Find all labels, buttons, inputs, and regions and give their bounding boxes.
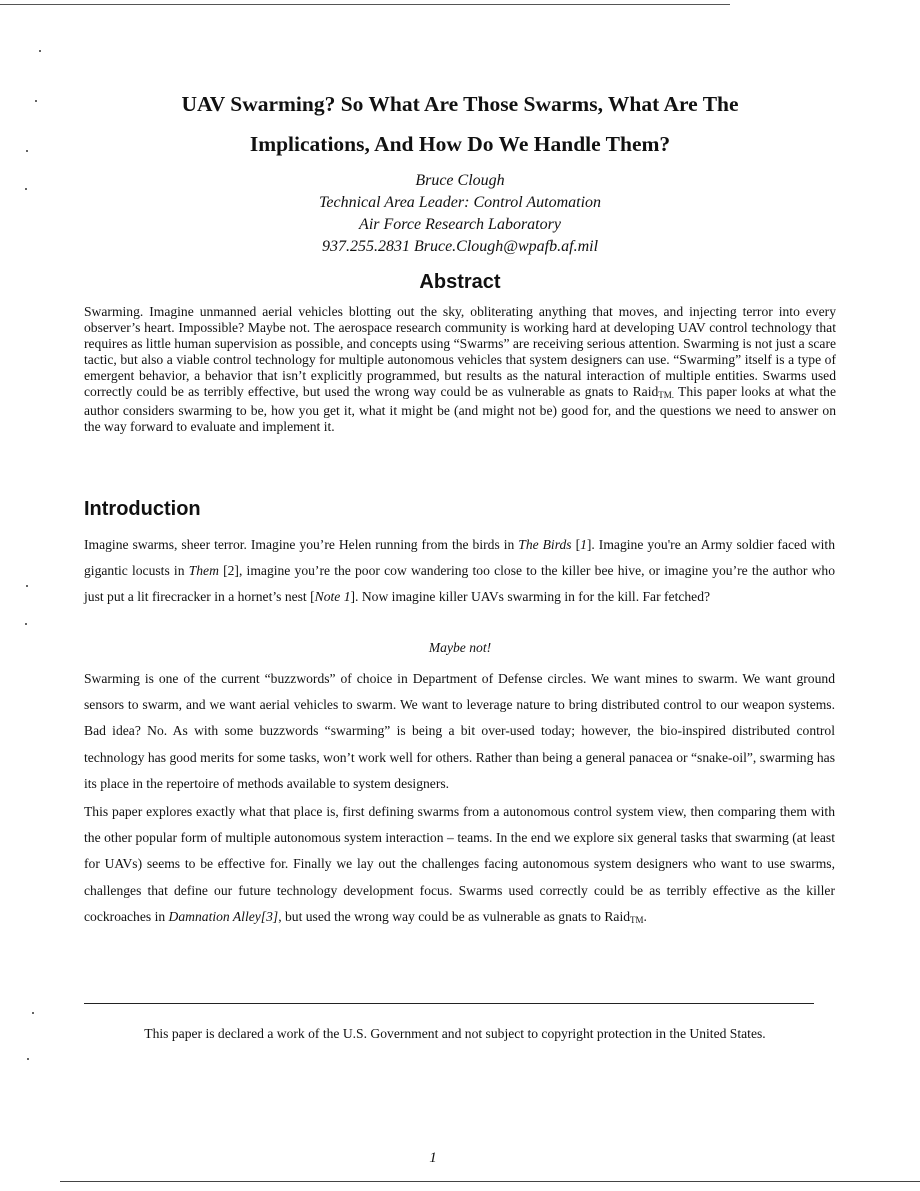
- text-run: [2], imagine you’re the poor cow wandering too close to the killer bee hive, or imagine you’re the author who just put a lit firecracker in a hornet’s nest [: [84, 563, 835, 605]
- text-run: .: [643, 908, 647, 924]
- footnote-divider: [84, 1003, 814, 1004]
- intro-paragraph-2: Swarming is one of the current “buzzwords” of choice in Department of Defense circles. We want mines to swarm. We want ground sensors to swarm, and we want aerial vehicles to swarm. We want to leverage nature to bring distributed control to our weapon systems. Bad idea? No. As with some buzzwords “swarming” is being a bit over-used today; however, the bio-inspired distributed control technology has good merits for some tasks, won’t work well for others. Rather than being a general panacea or “snake-oil”, swarming has its place in the repertoire of methods available to system designers.: [84, 671, 835, 791]
- note-1: Note 1: [314, 589, 351, 605]
- scan-speck: [25, 623, 27, 625]
- text-run: , but used the wrong way could be as vulnerable as gnats to Raid: [278, 908, 631, 924]
- trademark-subscript: TM.: [658, 389, 675, 400]
- author-contact: 937.255.2831 Bruce.Clough@wpafb.af.mil: [321, 238, 599, 255]
- author-name: Bruce Clough: [415, 172, 505, 189]
- scan-speck: [25, 188, 27, 190]
- maybe-not: Maybe not!: [428, 640, 492, 655]
- text-run: [: [571, 537, 581, 552]
- scan-speck: [39, 50, 41, 52]
- text-run: Imagine swarms, sheer terror. Imagine you’re Helen running from the birds in: [84, 537, 519, 552]
- scan-speck: [26, 150, 28, 152]
- text-run: ]. Imagine you're an Army soldier faced with gigantic locusts in: [84, 537, 835, 579]
- intro-paragraph-1: [84, 532, 835, 611]
- scan-speck: [26, 585, 28, 587]
- abstract-body-end: This paper looks at what the author considers swarming to be, how you get it, what it might be (and might not be) good for, and the questions we need to answer on the way forward to evaluate and implement it.: [84, 383, 836, 435]
- abstract-text: [84, 304, 836, 435]
- scan-speck: [27, 1058, 29, 1060]
- film-title-them: Them: [188, 563, 219, 579]
- page-number: 1: [429, 1150, 437, 1166]
- introduction-heading: Introduction: [84, 498, 201, 520]
- scan-speck: [35, 100, 37, 102]
- trademark-subscript: TM: [630, 914, 644, 925]
- abstract-body: Swarming. Imagine unmanned aerial vehicles blotting out the sky, obliterating anything that moves, and injecting terror into every observer’s heart. Impossible? Maybe not. The aerospace research community is working hard at developing UAV control technology that requires as little human supervision as possible, and concepts using “Swarms” are receiving serious attention. Swarming is not just a scare tactic, but also a viable control technology for multiple autonomous vehicles that system designers can use. “Swarming” itself is a type of emergent behavior, a behavior that isn’t explicitly programmed, but results as the natural interaction of multiple entities. Swarms used correctly could be as terribly effective, but used the wrong way could be as vulnerable as gnats to Raid: [84, 304, 837, 399]
- scan-edge-top: [0, 4, 730, 5]
- copyright-footnote: This paper is declared a work of the U.S. Government and not subject to copyright protection in the United States.: [144, 1026, 766, 1041]
- author-position: Technical Area Leader: Control Automation: [318, 194, 602, 211]
- film-title-damnation-alley: Damnation Alley: [168, 908, 261, 924]
- paper-title: [40, 84, 880, 164]
- reference-1: 1: [580, 537, 587, 552]
- title-line-2: Implications, And How Do We Handle Them?: [249, 132, 671, 156]
- abstract-heading: Abstract: [419, 271, 501, 293]
- reference-3: [3]: [260, 908, 279, 924]
- intro-paragraph-3: [84, 799, 835, 933]
- text-run: ]. Now imagine killer UAVs swarming in for the kill. Far fetched?: [350, 589, 711, 605]
- author-organization: Air Force Research Laboratory: [359, 216, 561, 233]
- text-run: This paper explores exactly what that place is, first defining swarms from a autonomous control system view, then comparing them with the other popular form of multiple autonomous system interaction – teams. In the end we explore six general tasks that swarming (at least for UAVs) seems to be effective for. Finally we lay out the challenges facing autonomous system designers who want to use swarms, challenges that define our future technology development focus. Swarms used correctly could be as terribly effective as the killer cockroaches in: [84, 804, 835, 924]
- author-block: [160, 170, 760, 258]
- film-title-the-birds: The Birds: [518, 537, 572, 552]
- scan-edge-bottom: [60, 1181, 920, 1182]
- title-line-1: UAV Swarming? So What Are Those Swarms, What Are The: [181, 92, 739, 116]
- scan-speck: [32, 1012, 34, 1014]
